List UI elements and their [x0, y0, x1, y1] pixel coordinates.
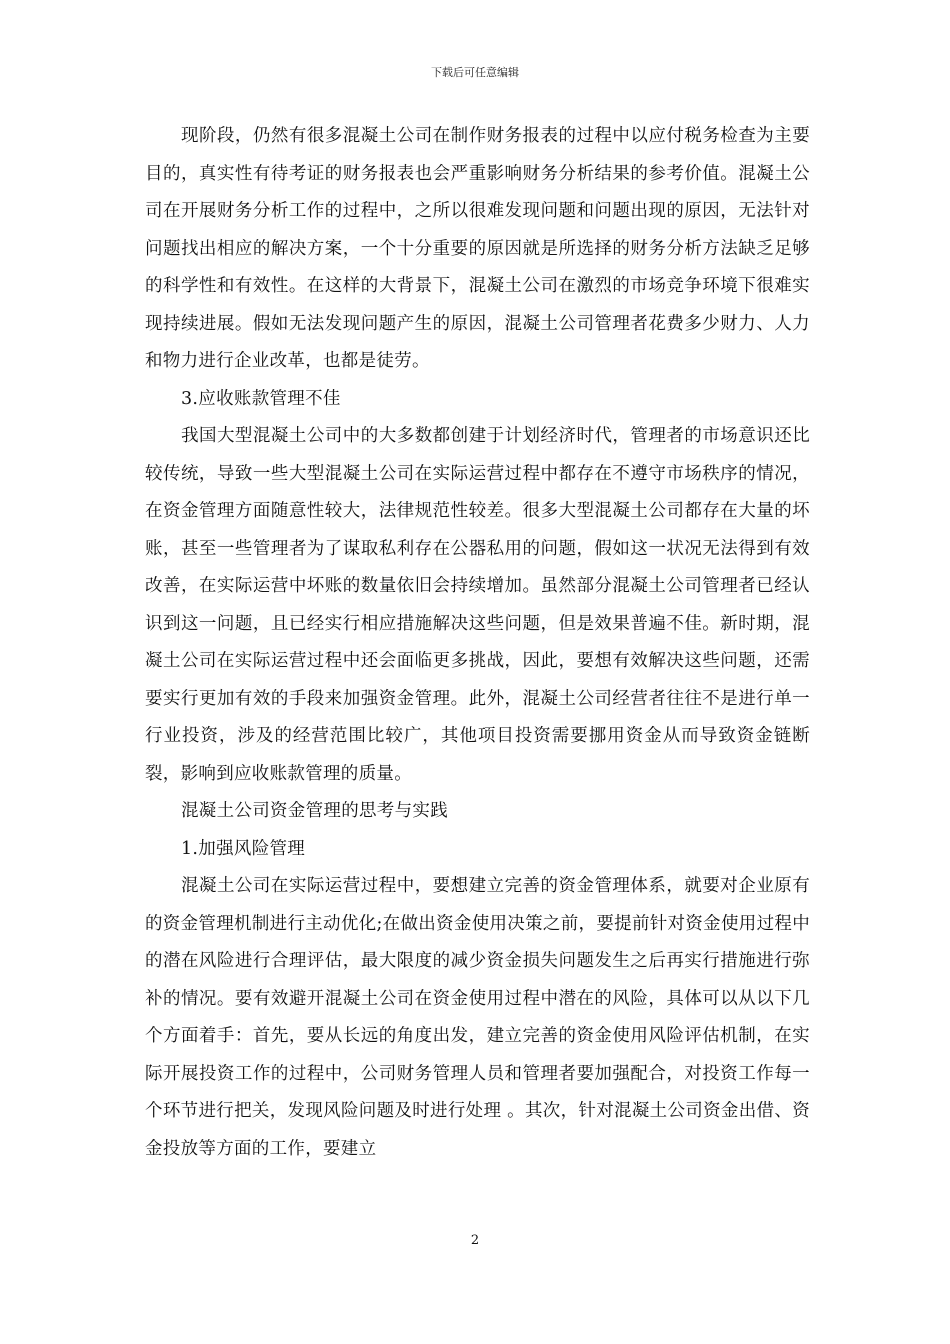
subsection-heading-risk-management: 1.加强风险管理: [181, 838, 306, 859]
paragraph-financial-analysis: 现阶段，仍然有很多混凝土公司在制作财务报表的过程中以应付税务检查为主要目的，真实性有待考证的财务报表也会严重影响财务分析结果的参考价值。混凝土公司在开展财务分析工作的过程中，之所以很难发现问题和问题出现的原因，无法针对问题找出相应的解决方案，一个十分重要的原因就是所选择的财务分析方法缺乏足够的科学性和有效性。在这样的大背景下，混凝土公司在激烈的市场竞争环境下很难实现持续进展。假如无法发现问题产生的原因，混凝土公司管理者花费多少财力、人力和物力进行企业改革，也都是徒劳。: [145, 126, 810, 371]
section-heading-capital-management: 混凝土公司资金管理的思考与实践: [181, 801, 448, 821]
document-body: [145, 118, 810, 1168]
paragraph-receivables: 我国大型混凝土公司中的大多数都创建于计划经济时代，管理者的市场意识还比较传统，导致一些大型混凝土公司在实际运营过程中都存在不遵守市场秩序的情况，在资金管理方面随意性较大，法律规范性较差。很多大型混凝土公司都存在大量的坏账，甚至一些管理者为了谋取私利存在公器私用的问题，假如这一状况无法得到有效改善，在实际运营中坏账的数量依旧会持续增加。虽然部分混凝土公司管理者已经认识到这一问题，且已经实行相应措施解决这些问题，但是效果普遍不佳。新时期，混凝土公司在实际运营过程中还会面临更多挑战，因此，要想有效解决这些问题，还需要实行更加有效的手段来加强资金管理。此外，混凝土公司经营者往往不是进行单一行业投资，涉及的经营范围比较广，其他项目投资需要挪用资金从而导致资金链断裂，影响到应收账款管理的质量。: [145, 426, 810, 784]
page-header: 下载后可任意编辑: [431, 66, 519, 79]
page-number: 2: [470, 1233, 480, 1248]
paragraph-risk-management: 混凝土公司在实际运营过程中，要想建立完善的资金管理体系，就要对企业原有的资金管理机制进行主动优化;在做出资金使用决策之前，要提前针对资金使用过程中的潜在风险进行合理评估，最大限度的减少资金损失问题发生之后再实行措施进行弥补的情况。要有效避开混凝土公司在资金使用过程中潜在的风险，具体可以从以下几个方面着手：首先，要从长远的角度出发，建立完善的资金使用风险评估机制，在实际开展投资工作的过程中，公司财务管理人员和管理者要加强配合，对投资工作每一个环节进行把关，发现风险问题及时进行处理 。其次，针对混凝土公司资金出借、资金投放等方面的工作，要建立: [145, 876, 810, 1159]
section-heading-receivables: 3.应收账款管理不佳: [181, 388, 341, 409]
